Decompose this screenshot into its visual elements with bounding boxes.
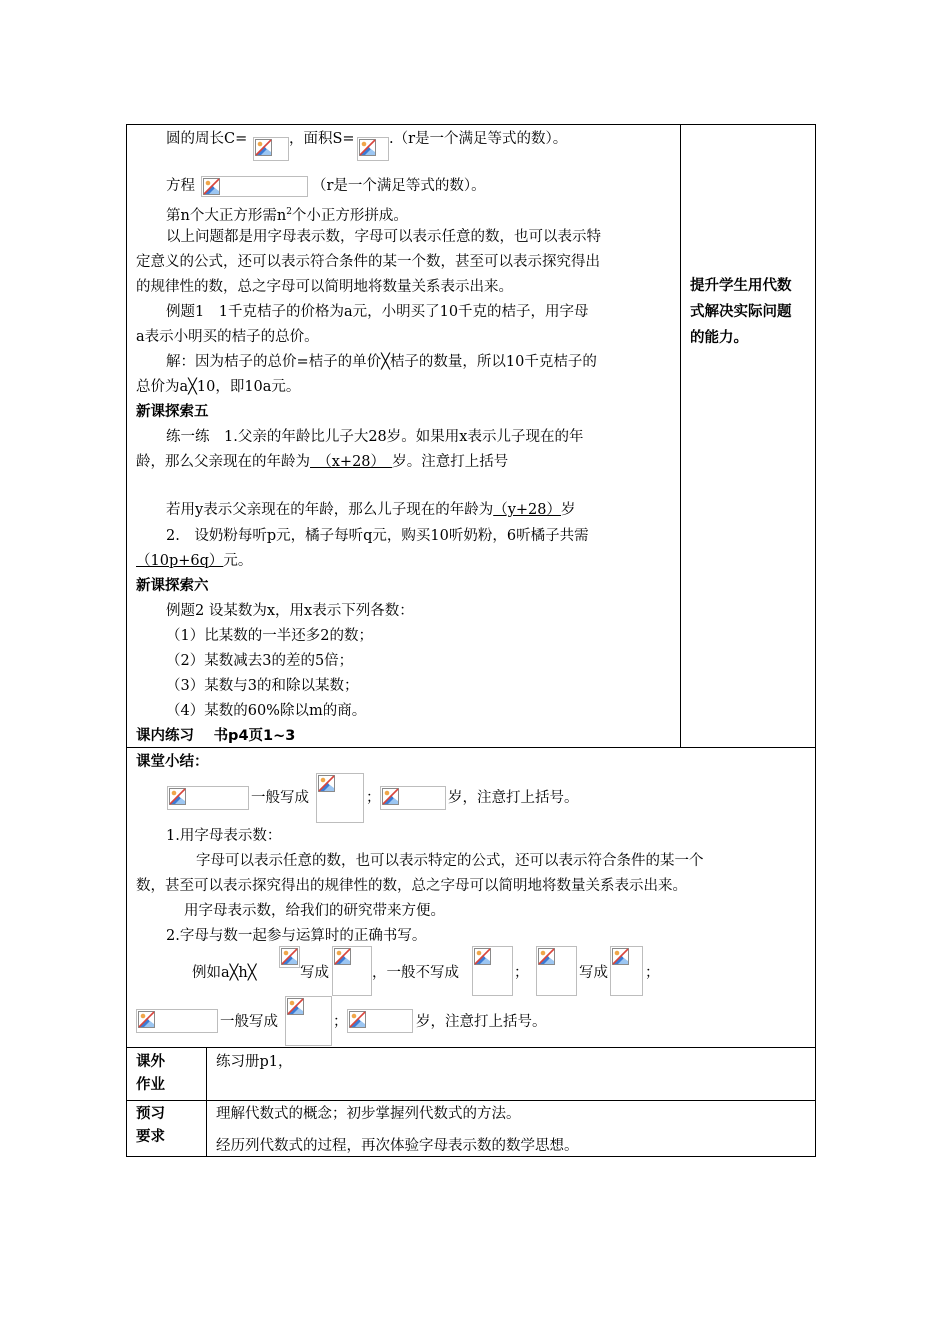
formula-image-circumference — [253, 137, 289, 161]
summary-last-sep: ； — [333, 1014, 348, 1030]
broken-image-icon — [138, 1011, 155, 1028]
example-image-1 — [279, 946, 300, 968]
broken-image-icon — [203, 178, 220, 195]
equation-prefix: 方程 — [166, 178, 195, 194]
paragraph-line-1: 以上问题都是用字母表示数，字母可以表示任意的数，也可以表示特 — [166, 229, 601, 245]
summary-point-1-line-1: 字母可以表示任意的数，也可以表示特定的公式，还可以表示符合条件的某一个 — [196, 853, 704, 869]
practice2-line-2 — [136, 551, 252, 571]
summary-point-1-line-2: 数，甚至可以表示探究得出的规律性的数，总之字母可以简明地将数量关系表示出来。 — [136, 878, 687, 894]
example1-line-2: a表示小明买的桔子的总价。 — [136, 329, 319, 345]
broken-image-icon — [382, 788, 399, 805]
example2-intro: 例题2 设某数为x，用x表示下列各数： — [166, 603, 414, 619]
practice2-suffix: 元。 — [223, 553, 253, 569]
practice-line-2-prefix: 龄，那么父亲现在的年龄为 — [136, 454, 310, 470]
circle-formula-line — [166, 129, 247, 149]
example-image-2 — [332, 946, 372, 996]
example-prefix: 例如a╳h╳ — [192, 965, 257, 981]
broken-image-icon — [359, 139, 376, 156]
side-note-line-3: 的能力。 — [690, 330, 748, 346]
practice-y-line — [166, 500, 576, 520]
example2-item-3: （3）某数与3的和除以某数； — [166, 678, 359, 694]
classwork-text: 书p4页1~3 — [213, 728, 296, 744]
circle-mid: ，面积S= — [289, 131, 355, 147]
broken-image-icon — [169, 788, 186, 805]
side-note-line-1: 提升学生用代数 — [690, 278, 792, 294]
practice-y-prefix: 若用y表示父亲现在的年龄，那么儿子现在的年龄为 — [166, 502, 494, 518]
section5-title: 新课探索五 — [136, 404, 209, 420]
preview-line-1: 理解代数式的概念；初步掌握列代数式的方法。 — [216, 1106, 521, 1122]
summary-title: 课堂小结： — [136, 754, 209, 770]
broken-image-icon — [474, 948, 491, 965]
table-border-bottom — [126, 1156, 816, 1157]
example1-line-1: 例题1 1千克桔子的价格为a元，小明买了10千克的桔子，用字母 — [166, 304, 589, 320]
paragraph-line-2: 定意义的公式，还可以表示符合条件的某一个数，甚至可以表示探究得出 — [136, 254, 600, 270]
practice-line-1: 练一练 1.父亲的年龄比儿子大28岁。如果用x表示儿子现在的年 — [166, 429, 584, 445]
solution-line-2: 总价为a╳10，即10a元。 — [136, 379, 301, 395]
row-divider-homework — [126, 1047, 816, 1048]
broken-image-icon — [281, 948, 298, 965]
summary-row1-sep: ； — [366, 790, 381, 806]
table-border-top — [126, 124, 816, 125]
nth-square-text-b: 个小正方形拼成。 — [291, 207, 408, 224]
preview-line-2: 经历列代数式的过程，再次体验字母表示数的数学思想。 — [216, 1138, 579, 1154]
example2-item-2: （2）某数减去3的差的5倍； — [166, 653, 354, 669]
table-border-right — [815, 124, 816, 1157]
broken-image-icon — [612, 948, 629, 965]
circle-suffix: .（r是一个满足等式的数）。 — [389, 131, 568, 147]
summary-image-2 — [316, 773, 364, 823]
practice-line-2-suffix: 岁。注意打上括号 — [392, 454, 509, 470]
practice-answer-2: （y+28） — [493, 502, 561, 518]
label-column-divider — [206, 1047, 207, 1157]
summary-point-2: 2.字母与数一起参与运算时的正确书写。 — [166, 928, 427, 944]
summary-image-6 — [347, 1009, 413, 1033]
summary-last-suffix: 岁，注意打上括号。 — [416, 1014, 547, 1030]
row-divider-summary — [126, 747, 816, 748]
summary-image-3 — [380, 786, 446, 810]
homework-label-2: 作业 — [136, 1077, 165, 1093]
side-column-divider — [680, 124, 681, 747]
summary-image-4 — [136, 1009, 218, 1033]
summary-point-1-note: 用字母表示数，给我们的研究带来方便。 — [184, 903, 445, 919]
broken-image-icon — [287, 998, 304, 1015]
practice2-line-1: 2. 设奶粉每听p元，橘子每听q元，购买10听奶粉，6听橘子共需 — [166, 528, 589, 544]
practice-line-2 — [136, 452, 508, 472]
example-image-5 — [610, 946, 643, 996]
summary-image-5 — [285, 996, 332, 1046]
broken-image-icon — [255, 139, 272, 156]
preview-label-2: 要求 — [136, 1129, 165, 1145]
example2-item-4: （4）某数的60%除以m的商。 — [166, 703, 367, 719]
row-divider-preview — [126, 1100, 816, 1101]
table-border-left — [126, 124, 127, 1157]
broken-image-icon — [318, 775, 335, 792]
homework-text: 练习册p1， — [216, 1054, 293, 1070]
example-end: ； — [645, 965, 660, 981]
classwork-label: 课内练习 — [136, 728, 194, 744]
example-image-3 — [472, 946, 513, 996]
summary-row1-suffix: 岁，注意打上括号。 — [448, 790, 579, 806]
summary-point-1: 1.用字母表示数： — [166, 828, 282, 844]
practice-answer-1: （x+28） — [310, 454, 393, 470]
example-write-2: 写成 — [579, 965, 608, 981]
circle-prefix: 圆的周长C= — [166, 131, 248, 147]
solution-line-1: 解：因为桔子的总价=桔子的单价╳桔子的数量，所以10千克桔子的 — [166, 354, 597, 370]
formula-image-area — [357, 137, 389, 161]
broken-image-icon — [538, 948, 555, 965]
side-note-line-2: 式解决实际问题 — [690, 304, 792, 320]
example-sep: ； — [514, 965, 529, 981]
summary-row1-mid: 一般写成 — [251, 790, 309, 806]
practice-y-suffix: 岁 — [561, 502, 576, 518]
nth-square-text-a: 第n个大正方形需n — [166, 207, 287, 224]
classwork-line — [136, 726, 295, 746]
broken-image-icon — [349, 1011, 366, 1028]
summary-image-1 — [167, 786, 249, 810]
practice2-answer: （10p+6q） — [136, 553, 224, 569]
nth-square-exponent: 2 — [286, 207, 292, 217]
formula-image-equation — [201, 176, 308, 197]
homework-label-1: 课外 — [136, 1054, 165, 1070]
example-write: 写成 — [300, 965, 329, 981]
preview-label-1: 预习 — [136, 1106, 165, 1122]
section6-title: 新课探索六 — [136, 578, 209, 594]
example-image-4 — [536, 946, 577, 996]
example2-item-1: （1）比某数的一半还多2的数； — [166, 628, 373, 644]
broken-image-icon — [334, 948, 351, 965]
equation-suffix: （r是一个满足等式的数）。 — [312, 178, 486, 194]
paragraph-line-3: 的规律性的数，总之字母可以简明地将数量关系表示出来。 — [136, 279, 513, 295]
summary-last-mid: 一般写成 — [220, 1014, 278, 1030]
nth-square-line — [166, 202, 408, 226]
example-not: ，一般不写成 — [372, 965, 459, 981]
